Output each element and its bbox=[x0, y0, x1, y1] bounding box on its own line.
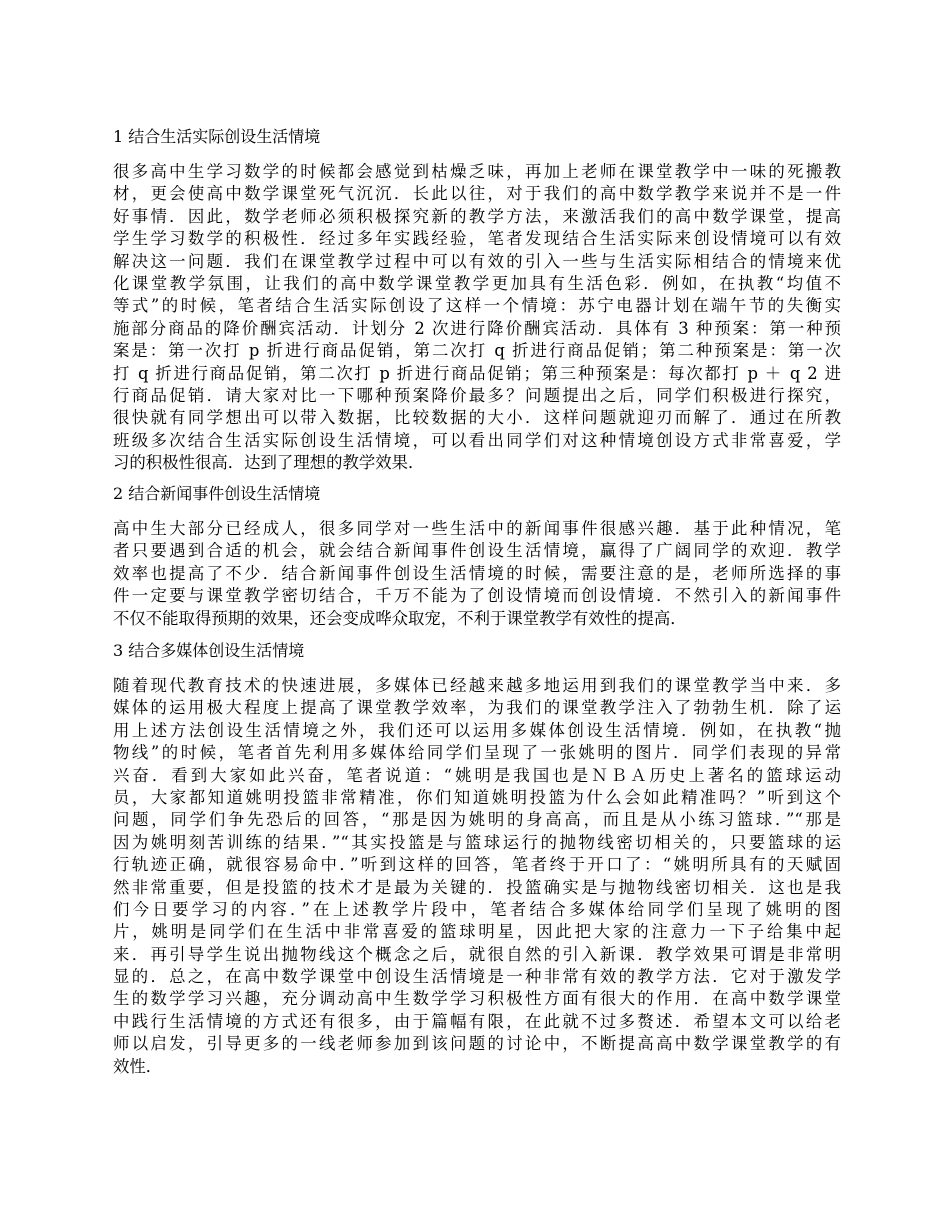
paragraph-line: 因为姚明刻苦训练的结果．”“其实投篮是与篮球运行的抛物线密切相关的，只要篮球的运 bbox=[113, 832, 841, 852]
paragraph-line: 很多高中生学习数学的时候都会感觉到枯燥乏味，再加上老师在课堂教学中一味的死搬教 bbox=[113, 162, 841, 181]
paragraph-line: 行商品促销．请大家对比一下哪种预案降价最多？问题提出之后，同学们积极进行探究， bbox=[113, 385, 841, 405]
paragraph-line: 员，大家都知道姚明投篮非常精准，你们知道姚明投篮为什么会如此精准吗？”听到这个 bbox=[113, 787, 841, 807]
paragraph-line: 很快就有同学想出可以带入数据，比较数据的大小．这样问题就迎刃而解了．通过在所教 bbox=[113, 408, 841, 428]
paragraph-line: 等式”的时候，笔者结合生活实际创设了这样一个情境：苏宁电器计划在端午节的失衡实 bbox=[113, 296, 841, 316]
paragraph-line: 者只要遇到合适的机会，就会结合新闻事件创设生活情境，赢得了广阔同学的欢迎．教学 bbox=[113, 541, 841, 561]
paragraph-line: 们今日要学习的内容．”在上述教学片段中，笔者结合多媒体给同学们呈现了姚明的图 bbox=[113, 899, 841, 919]
paragraph-line: 效率也提高了不少．结合新闻事件创设生活情境的时候，需要注意的是，老师所选择的事 bbox=[113, 563, 841, 583]
paragraph-line: 材，更会使高中数学课堂死气沉沉．长此以往，对于我们的高中数学教学来说并不是一件 bbox=[113, 184, 841, 204]
paragraph-line: 然非常重要，但是投篮的技术才是最为关键的．投篮确实是与抛物线密切相关．这也是我 bbox=[113, 877, 841, 897]
paragraph-1 bbox=[113, 161, 841, 474]
paragraph-line: 物线”的时候，笔者首先利用多媒体给同学们呈现了一张姚明的图片．同学们表现的异常 bbox=[113, 743, 841, 763]
paragraph-line: 师以启发，引导更多的一线老师参加到该问题的讨论中，不断提高高中数学课堂教学的有 bbox=[113, 1034, 841, 1054]
section-heading-2: 2 结合新闻事件创设生活情境 bbox=[113, 484, 321, 503]
paragraph-line: 学生学习数学的积极性．经过多年实践经验，笔者发现结合生活实际来创设情境可以有效 bbox=[113, 229, 841, 249]
paragraph-line: 件一定要与课堂教学密切结合，千万不能为了创设情境而创设情境．不然引入的新闻事件 bbox=[113, 586, 841, 606]
paragraph-line: 案是：第一次打 p 折进行商品促销，第二次打 q 折进行商品促销；第二种预案是：第一次 bbox=[113, 341, 841, 361]
paragraph-3 bbox=[113, 675, 841, 1078]
paragraph-line: 化课堂教学氛围，让我们的高中数学课堂教学更加具有生活色彩．例如，在执教“均值不 bbox=[113, 273, 841, 293]
paragraph-line: 媒体的运用极大程度上提高了课堂教学效率，为我们的课堂教学注入了勃勃生机．除了运 bbox=[113, 698, 841, 718]
paragraph-line: 不仅不能取得预期的效果，还会变成哗众取宠，不利于课堂教学有效性的提高． bbox=[113, 608, 687, 628]
paragraph-line: 片，姚明是同学们在生活中非常喜爱的篮球明星，因此把大家的注意力一下子给集中起 bbox=[113, 922, 841, 942]
paragraph-line: 施部分商品的降价酬宾活动．计划分 2 次进行降价酬宾活动．具体有 3 种预案：第一种预 bbox=[113, 318, 841, 338]
paragraph-line: 班级多次结合生活实际创设生活情境，可以看出同学们对这种情境创设方式非常喜爱，学 bbox=[113, 430, 841, 450]
paragraph-line: 生的数学学习兴趣，充分调动高中生数学学习积极性方面有很大的作用．在高中数学课堂 bbox=[113, 989, 841, 1009]
paragraph-line: 问题，同学们争先恐后的回答，“那是因为姚明的身高高，而且是从小练习篮球．”“那是 bbox=[113, 810, 841, 830]
section-heading-3: 3 结合多媒体创设生活情境 bbox=[113, 641, 305, 660]
paragraph-line: 来．再引导学生说出抛物线这个概念之后，就很自然的引入新课．教学效果可谓是非常明 bbox=[113, 944, 841, 964]
paragraph-line: 显的．总之，在高中数学课堂中创设生活情境是一种非常有效的教学方法．它对于激发学 bbox=[113, 967, 841, 987]
paragraph-line: 打 q 折进行商品促销，第二次打 p 折进行商品促销；第三种预案是：每次都打 p ＋ q 2 进 bbox=[113, 363, 841, 383]
paragraph-line: 兴奋．看到大家如此兴奋，笔者说道：“姚明是我国也是ＮＢＡ历史上著名的篮球运动 bbox=[113, 765, 841, 785]
paragraph-line: 习的积极性很高．达到了理想的教学效果． bbox=[113, 453, 425, 473]
paragraph-line: 解决这一问题．我们在课堂教学过程中可以有效的引入一些与生活实际相结合的情境来优 bbox=[113, 251, 841, 271]
section-heading-1: 1 结合生活实际创设生活情境 bbox=[113, 127, 321, 146]
paragraph-line: 效性． bbox=[113, 1056, 163, 1076]
paragraph-line: 随着现代教育技术的快速进展，多媒体已经越来越多地运用到我们的课堂教学当中来．多 bbox=[113, 676, 841, 695]
paragraph-2 bbox=[113, 518, 841, 630]
paragraph-line: 高中生大部分已经成人，很多同学对一些生活中的新闻事件很感兴趣．基于此种情况，笔 bbox=[113, 519, 841, 538]
paragraph-line: 行轨迹正确，就很容易命中．”听到这样的回答，笔者终于开口了：“姚明所具有的天赋固 bbox=[113, 855, 841, 875]
paragraph-line: 中践行生活情境的方式还有很多，由于篇幅有限，在此就不过多赘述．希望本文可以给老 bbox=[113, 1011, 841, 1031]
paragraph-line: 好事情．因此，数学老师必须积极探究新的教学方法，来激活我们的高中数学课堂，提高 bbox=[113, 206, 841, 226]
paragraph-line: 用上述方法创设生活情境之外，我们还可以运用多媒体创设生活情境．例如，在执教“抛 bbox=[113, 720, 841, 740]
